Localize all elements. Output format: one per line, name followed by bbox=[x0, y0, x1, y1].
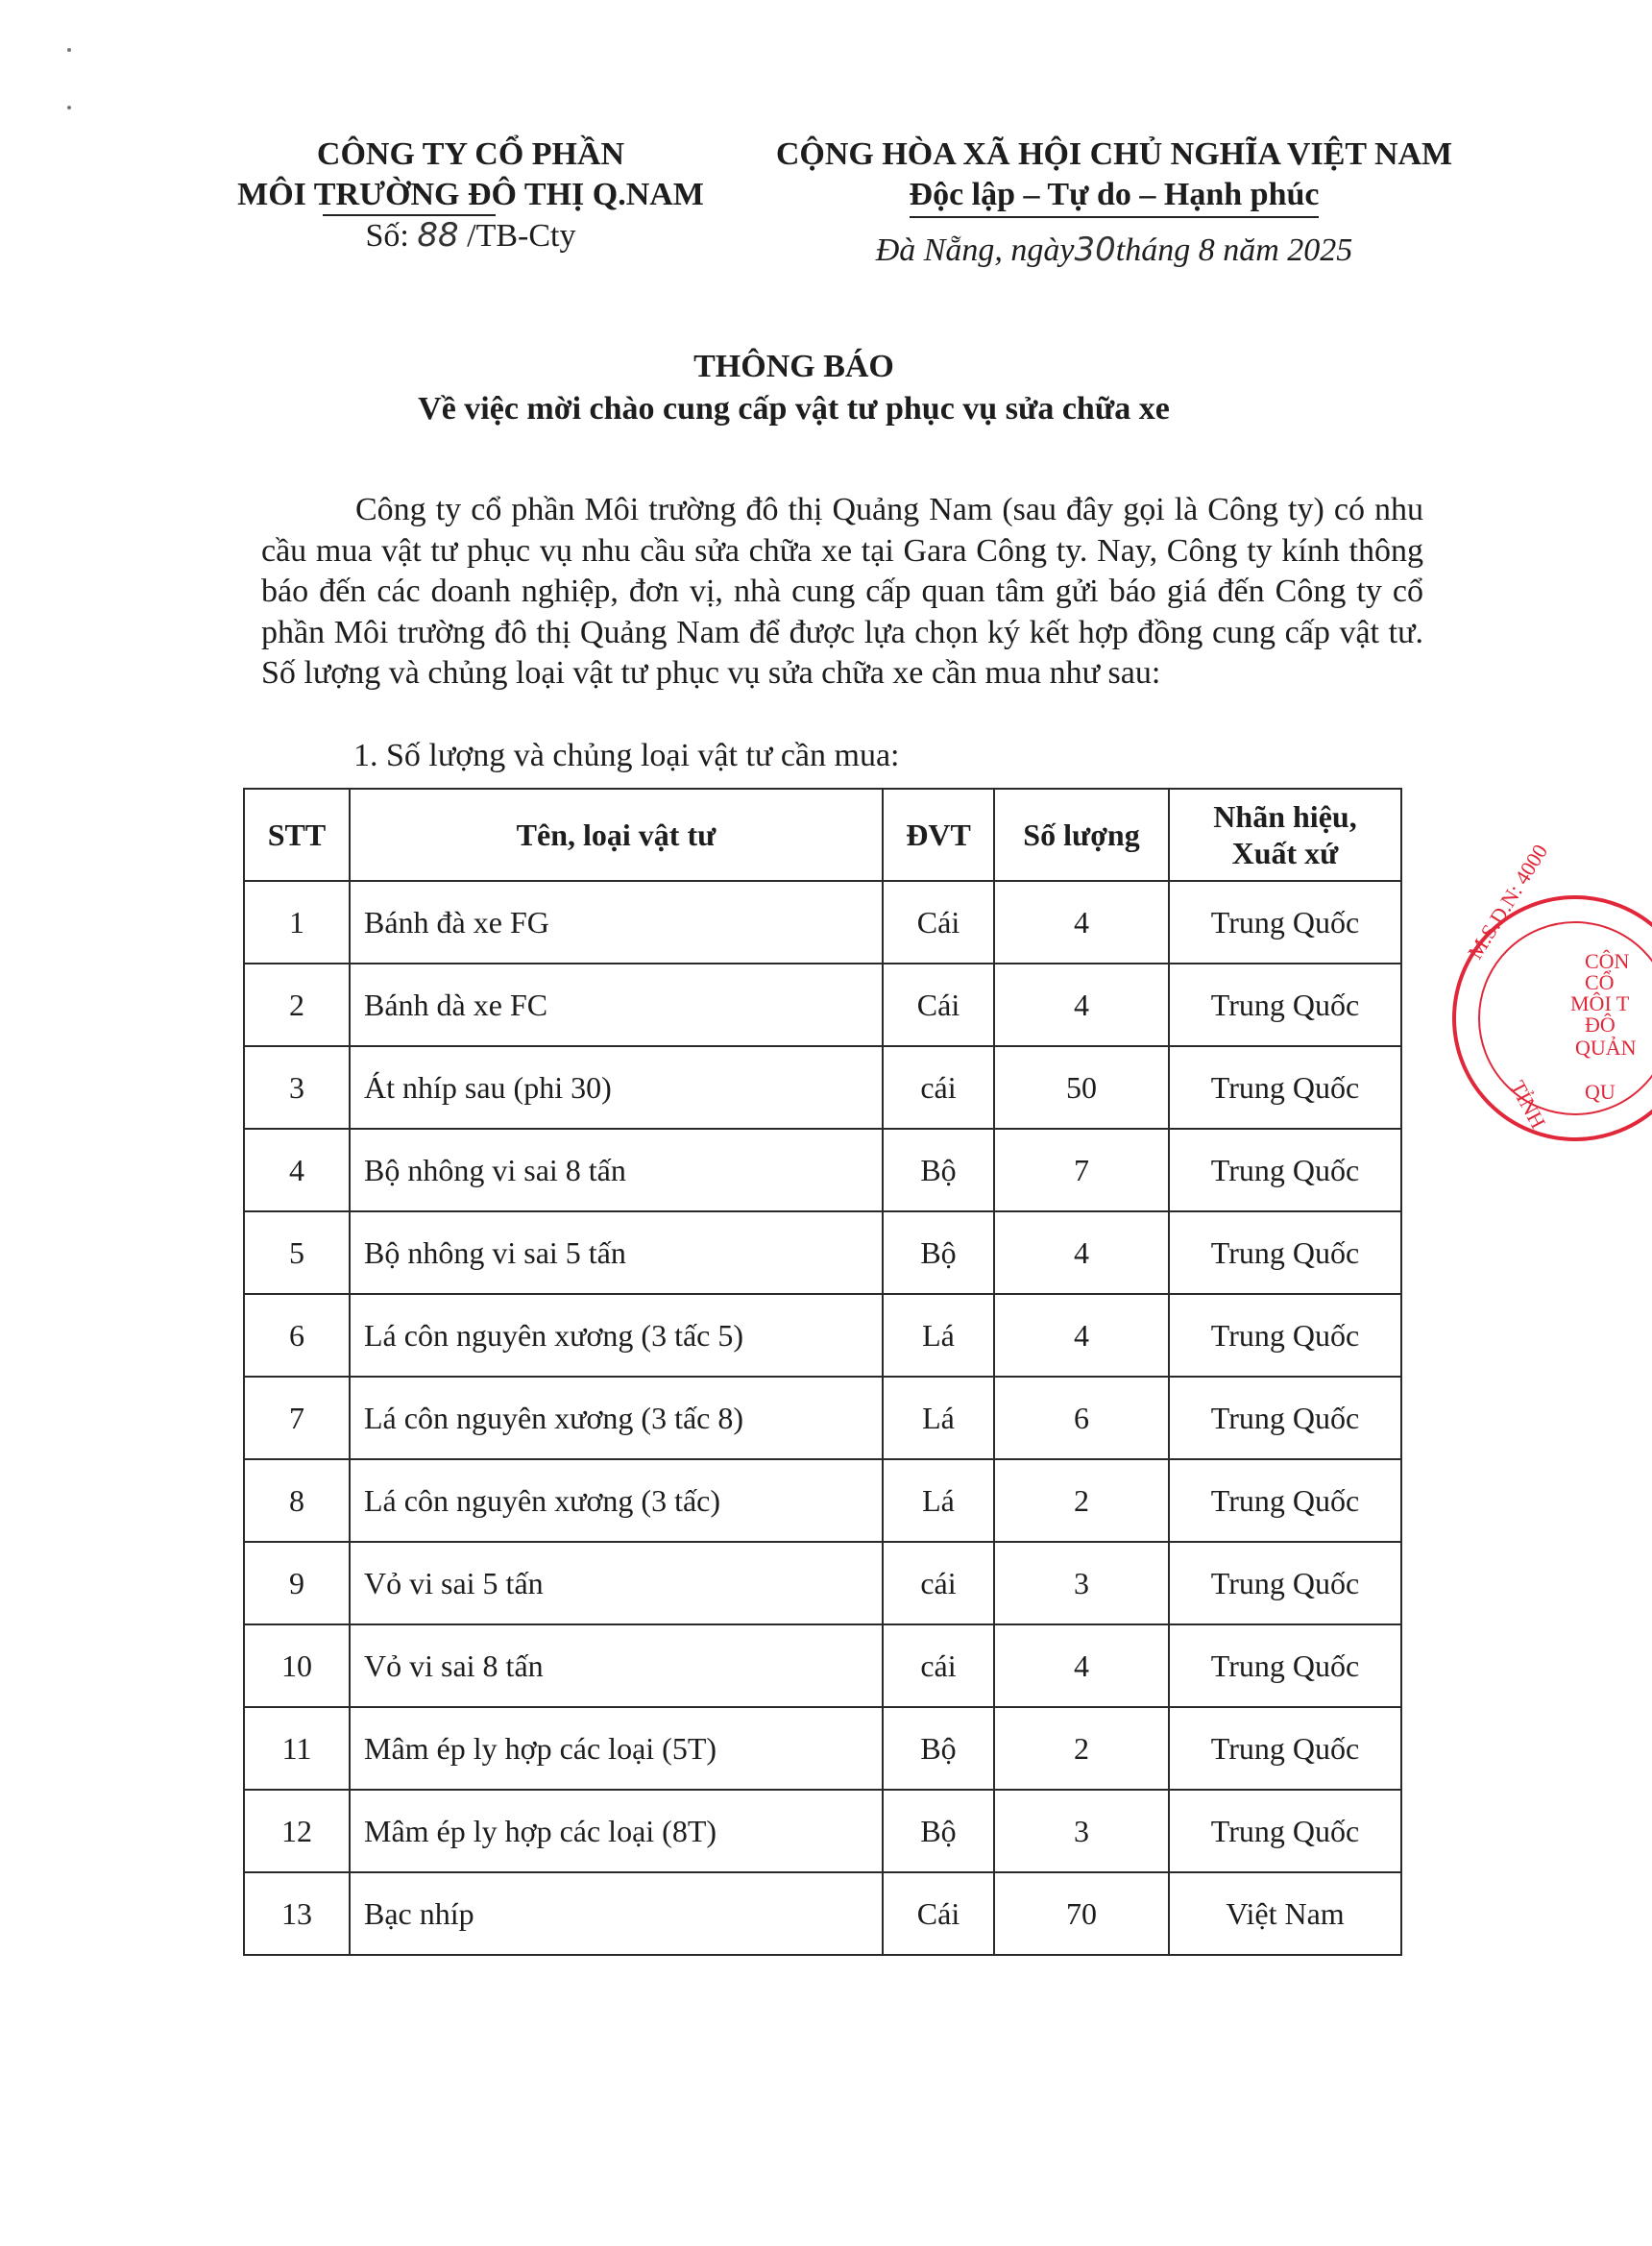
cell-name: Bánh đà xe FG bbox=[350, 881, 883, 964]
stamp-text: QUẢN bbox=[1575, 1036, 1637, 1060]
cell-unit: Bộ bbox=[883, 1790, 994, 1872]
cell-origin: Trung Quốc bbox=[1169, 1790, 1401, 1872]
cell-origin: Trung Quốc bbox=[1169, 1046, 1401, 1129]
cell-origin: Trung Quốc bbox=[1169, 1294, 1401, 1377]
table-row bbox=[244, 1211, 1401, 1294]
nation-title: CỘNG HÒA XÃ HỘI CHỦ NGHĨA VIỆT NAM bbox=[775, 136, 1453, 172]
cell-qty: 3 bbox=[994, 1790, 1169, 1872]
scan-speck bbox=[67, 106, 71, 110]
header-unit: ĐVT bbox=[883, 789, 994, 881]
title-main: THÔNG BÁO bbox=[693, 349, 894, 384]
cell-name: Bánh dà xe FC bbox=[350, 964, 883, 1046]
cell-qty: 2 bbox=[994, 1707, 1169, 1790]
cell-origin: Trung Quốc bbox=[1169, 1211, 1401, 1294]
cell-origin: Trung Quốc bbox=[1169, 964, 1401, 1046]
cell-name: Vỏ vi sai 8 tấn bbox=[350, 1624, 883, 1707]
table-row bbox=[244, 1790, 1401, 1872]
cell-origin: Trung Quốc bbox=[1169, 1542, 1401, 1624]
table-row bbox=[244, 964, 1401, 1046]
place-date: Đà Nẵng, ngày30tháng 8 năm 2025 bbox=[875, 231, 1353, 269]
cell-unit: Bộ bbox=[883, 1129, 994, 1211]
cell-name: Át nhíp sau (phi 30) bbox=[350, 1046, 883, 1129]
cell-origin: Trung Quốc bbox=[1169, 881, 1401, 964]
stamp-text: MÔI T bbox=[1570, 991, 1630, 1015]
cell-qty: 7 bbox=[994, 1129, 1169, 1211]
materials-table bbox=[243, 788, 1402, 1956]
cell-qty: 6 bbox=[994, 1377, 1169, 1459]
cell-stt: 13 bbox=[244, 1872, 350, 1955]
cell-stt: 6 bbox=[244, 1294, 350, 1377]
document-number: Số: 88 /TB-Cty bbox=[365, 216, 576, 255]
stamp-text: CÔN bbox=[1585, 949, 1630, 973]
cell-unit: Lá bbox=[883, 1377, 994, 1459]
cell-stt: 7 bbox=[244, 1377, 350, 1459]
cell-name: Mâm ép ly hợp các loại (5T) bbox=[350, 1707, 883, 1790]
document-title bbox=[0, 346, 1588, 430]
header-stt: STT bbox=[244, 789, 350, 881]
stamp-text: TỈNH bbox=[1505, 1076, 1551, 1133]
section-heading: 1. Số lượng và chủng loại vật tư cần mua: bbox=[353, 738, 900, 773]
table-row bbox=[244, 1046, 1401, 1129]
body-paragraph: Công ty cổ phần Môi trường đô thị Quảng Nam (sau đây gọi là Công ty) có nhu cầu mua vật tư phục vụ nhu cầu sửa chữa xe tại Gara Công ty. Nay, Công ty kính thông báo đến các doanh nghiệp, đơn vị, nhà cung cấp quan tâm gửi báo giá đến Công ty cổ phần Môi trường đô thị Quảng Nam để được lựa chọn ký kết hợp đồng cung cấp vật tư. Số lượng và chủng loại vật tư phục vụ sửa chữa xe cần mua như sau: bbox=[261, 492, 1423, 691]
cell-unit: Cái bbox=[883, 881, 994, 964]
stamp-text: QU bbox=[1585, 1080, 1616, 1104]
cell-origin: Trung Quốc bbox=[1169, 1624, 1401, 1707]
cell-unit: cái bbox=[883, 1624, 994, 1707]
cell-qty: 4 bbox=[994, 964, 1169, 1046]
table-row bbox=[244, 1707, 1401, 1790]
nation-motto: Độc lập – Tự do – Hạnh phúc bbox=[910, 175, 1320, 218]
cell-stt: 2 bbox=[244, 964, 350, 1046]
cell-qty: 4 bbox=[994, 1294, 1169, 1377]
header-qty: Số lượng bbox=[994, 789, 1169, 881]
cell-origin: Trung Quốc bbox=[1169, 1377, 1401, 1459]
table-row bbox=[244, 1872, 1401, 1955]
stamp-text: M.S.D.N: 4000 bbox=[1463, 840, 1553, 964]
cell-name: Bộ nhông vi sai 8 tấn bbox=[350, 1129, 883, 1211]
table-row bbox=[244, 1624, 1401, 1707]
cell-unit: Cái bbox=[883, 964, 994, 1046]
cell-stt: 3 bbox=[244, 1046, 350, 1129]
cell-stt: 8 bbox=[244, 1459, 350, 1542]
header-name: Tên, loại vật tư bbox=[350, 789, 883, 881]
cell-unit: Bộ bbox=[883, 1211, 994, 1294]
cell-qty: 4 bbox=[994, 1211, 1169, 1294]
company-header bbox=[221, 134, 720, 256]
national-header bbox=[749, 134, 1479, 271]
title-subtitle: Về việc mời chào cung cấp vật tư phục vụ sửa chữa xe bbox=[418, 391, 1170, 427]
table-header-row bbox=[244, 789, 1401, 881]
table-row bbox=[244, 1294, 1401, 1377]
cell-qty: 4 bbox=[994, 1624, 1169, 1707]
cell-qty: 3 bbox=[994, 1542, 1169, 1624]
company-name-line2: MÔI TRƯỜNG ĐÔ THỊ Q.NAM bbox=[237, 177, 704, 212]
cell-name: Bộ nhông vi sai 5 tấn bbox=[350, 1211, 883, 1294]
cell-origin: Trung Quốc bbox=[1169, 1129, 1401, 1211]
table-row bbox=[244, 1129, 1401, 1211]
cell-stt: 5 bbox=[244, 1211, 350, 1294]
cell-stt: 4 bbox=[244, 1129, 350, 1211]
cell-name: Lá côn nguyên xương (3 tấc 8) bbox=[350, 1377, 883, 1459]
stamp-text: CỔ bbox=[1585, 970, 1615, 994]
cell-qty: 70 bbox=[994, 1872, 1169, 1955]
cell-unit: Lá bbox=[883, 1459, 994, 1542]
cell-unit: Bộ bbox=[883, 1707, 994, 1790]
cell-stt: 12 bbox=[244, 1790, 350, 1872]
table-row bbox=[244, 1459, 1401, 1542]
cell-stt: 1 bbox=[244, 881, 350, 964]
company-underline bbox=[323, 214, 496, 216]
cell-unit: Cái bbox=[883, 1872, 994, 1955]
table-row bbox=[244, 1542, 1401, 1624]
cell-stt: 11 bbox=[244, 1707, 350, 1790]
scan-speck bbox=[67, 48, 71, 52]
handwritten-day: 30 bbox=[1074, 231, 1116, 269]
cell-name: Bạc nhíp bbox=[350, 1872, 883, 1955]
table-row bbox=[244, 881, 1401, 964]
cell-name: Lá côn nguyên xương (3 tấc 5) bbox=[350, 1294, 883, 1377]
cell-unit: Lá bbox=[883, 1294, 994, 1377]
cell-unit: cái bbox=[883, 1046, 994, 1129]
cell-unit: cái bbox=[883, 1542, 994, 1624]
stamp-text: ĐÔ bbox=[1585, 1013, 1616, 1037]
cell-origin: Trung Quốc bbox=[1169, 1707, 1401, 1790]
handwritten-number: 88 bbox=[417, 216, 459, 255]
table-row bbox=[244, 1377, 1401, 1459]
cell-stt: 10 bbox=[244, 1624, 350, 1707]
cell-qty: 4 bbox=[994, 881, 1169, 964]
cell-name: Vỏ vi sai 5 tấn bbox=[350, 1542, 883, 1624]
cell-origin: Trung Quốc bbox=[1169, 1459, 1401, 1542]
header-origin: Nhãn hiệu, Xuất xứ bbox=[1169, 789, 1401, 881]
cell-name: Lá côn nguyên xương (3 tấc) bbox=[350, 1459, 883, 1542]
cell-origin: Việt Nam bbox=[1169, 1872, 1401, 1955]
cell-name: Mâm ép ly hợp các loại (8T) bbox=[350, 1790, 883, 1872]
cell-qty: 50 bbox=[994, 1046, 1169, 1129]
company-stamp bbox=[1441, 840, 1652, 1153]
company-name-line1: CÔNG TY CỔ PHẦN bbox=[316, 136, 625, 172]
cell-qty: 2 bbox=[994, 1459, 1169, 1542]
cell-stt: 9 bbox=[244, 1542, 350, 1624]
